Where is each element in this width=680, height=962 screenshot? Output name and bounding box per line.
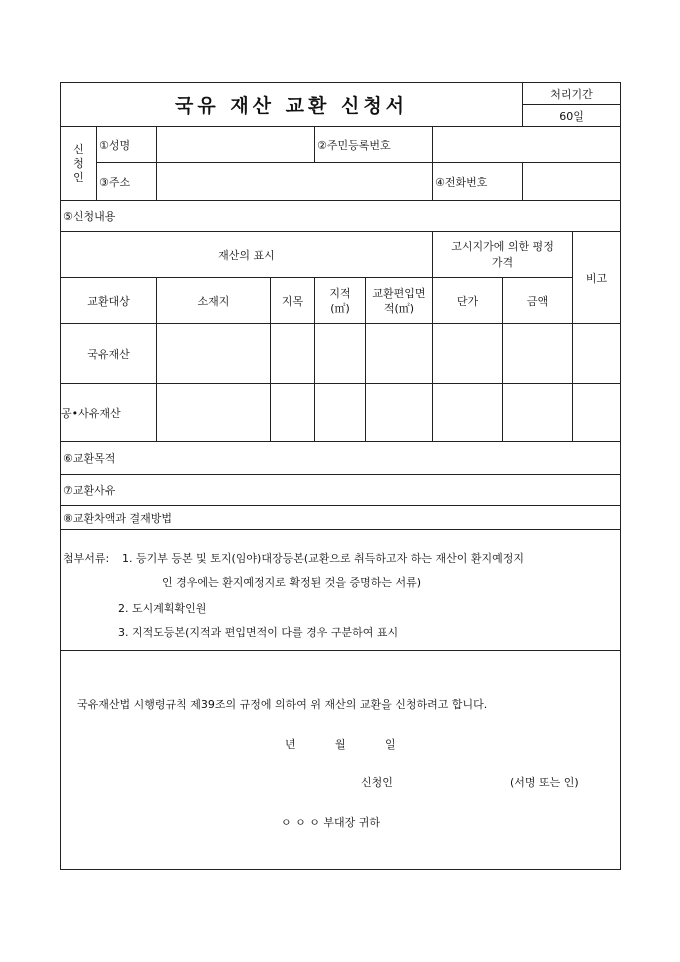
applicant-vertical-label: 신 청 인	[61, 127, 97, 201]
area-cell[interactable]	[315, 324, 366, 384]
name-label: ①성명	[97, 127, 157, 163]
area-cell[interactable]	[315, 384, 366, 442]
table-row	[61, 324, 621, 384]
included-area-cell[interactable]	[366, 384, 433, 442]
remarks-cell[interactable]	[573, 324, 621, 384]
table-row	[61, 384, 621, 442]
attachment-item-1-line-1: 1. 등기부 등본 및 토지(임야)대장등본(교환으로 취득하고자 하는 재산이 환지예정지	[122, 552, 524, 565]
exchange-purpose-label: ⑥교환목적	[61, 442, 621, 475]
signature-or-seal-label: (서명 또는 인)	[510, 776, 579, 789]
included-area-cell[interactable]	[366, 324, 433, 384]
settlement-method-label: ⑧교환차액과 결재방법	[61, 506, 621, 530]
application-form	[60, 82, 620, 870]
row-target: 공•사유재산	[61, 384, 157, 442]
col-included-area: 교환편입면 적(㎡)	[366, 278, 433, 324]
col-category: 지목	[271, 278, 315, 324]
property-header: 재산의 표시	[61, 232, 433, 278]
attachments-section	[61, 530, 621, 651]
request-content-label: ⑤신청내용	[61, 201, 621, 232]
declaration-statement: 국유재산법 시행령규칙 제39조의 규정에 의하여 위 재산의 교환을 신청하려고 합니다.	[77, 698, 488, 711]
address-label: ③주소	[97, 163, 157, 201]
attachment-item-1-line-2: 인 경우에는 환지예정지로 확정된 것을 증명하는 서류)	[162, 576, 422, 589]
declaration-section	[61, 651, 621, 870]
price-header: 고시지가에 의한 평정가격	[433, 232, 573, 278]
date-year-label: 년	[285, 738, 296, 751]
category-cell[interactable]	[271, 384, 315, 442]
date-month-label: 월	[335, 738, 346, 751]
attachment-item-2: 2. 도시계획확인원	[118, 602, 207, 615]
col-location: 소재지	[157, 278, 271, 324]
phone-label: ④전화번호	[433, 163, 523, 201]
location-cell[interactable]	[157, 324, 271, 384]
resident-number-field[interactable]	[433, 127, 621, 163]
phone-field[interactable]	[523, 163, 621, 201]
attachment-item-3: 3. 지적도등본(지적과 편입면적이 다를 경우 구분하여 표시	[118, 626, 399, 639]
processing-period-label: 처리기간	[523, 83, 621, 105]
form-title: 국유 재산 교환 신청서	[61, 83, 523, 127]
attachments-label: 첨부서류:	[63, 552, 110, 565]
category-cell[interactable]	[271, 324, 315, 384]
applicant-signature-label: 신청인	[361, 776, 393, 789]
name-field[interactable]	[157, 127, 315, 163]
location-cell[interactable]	[157, 384, 271, 442]
remarks-header: 비고	[573, 232, 621, 324]
amount-cell[interactable]	[503, 384, 573, 442]
unit-price-cell[interactable]	[433, 324, 503, 384]
address-field[interactable]	[157, 163, 433, 201]
form-table	[60, 82, 621, 870]
row-target: 국유재산	[61, 324, 157, 384]
resident-number-label: ②주민등록번호	[315, 127, 433, 163]
col-amount: 금액	[503, 278, 573, 324]
remarks-cell[interactable]	[573, 384, 621, 442]
addressee: ㅇ ㅇ ㅇ 부대장 귀하	[281, 816, 380, 829]
exchange-reason-label: ⑦교환사유	[61, 475, 621, 506]
amount-cell[interactable]	[503, 324, 573, 384]
date-day-label: 일	[385, 738, 396, 751]
processing-period-value: 60일	[523, 105, 621, 127]
col-target: 교환대상	[61, 278, 157, 324]
unit-price-cell[interactable]	[433, 384, 503, 442]
col-area: 지적 (㎡)	[315, 278, 366, 324]
col-unit-price: 단가	[433, 278, 503, 324]
